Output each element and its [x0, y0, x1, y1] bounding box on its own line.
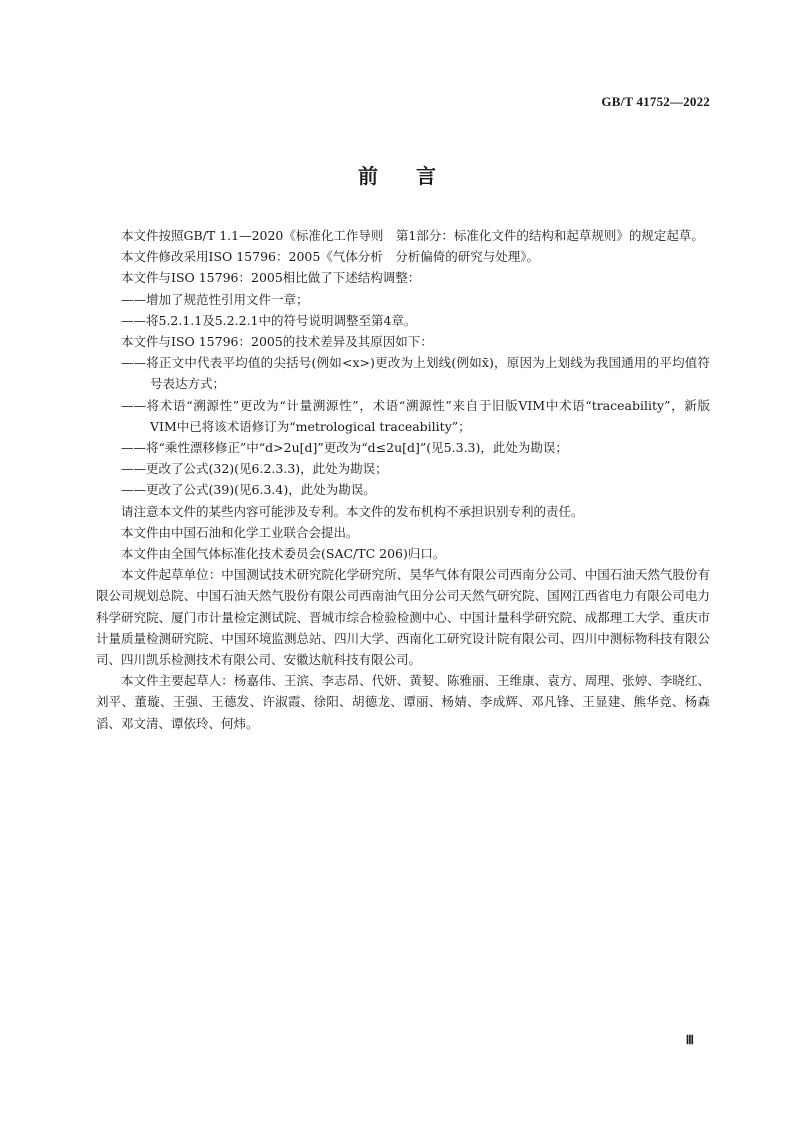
paragraph-drafters: 本文件主要起草人：杨嘉伟、王滨、李志昂、代妍、黄㛃、陈雅丽、王维康、袁方、周理、张婷、李晓红、刘平、董璇、王强、王德发、许淑霞、徐阳、胡德龙、谭丽、杨婧、李成辉、邓凡锋、王显建、熊华竞、杨森滔、邓文清、谭依玲、何炜。 — [96, 673, 710, 731]
paragraph-technical-differences: 本文件与ISO 15796：2005的技术差异及其原因如下： — [121, 334, 433, 350]
paragraph-drafting-rules: 本文件按照GB/T 1.1—2020《标准化工作导则 第1部分：标准化文件的结构和起草规则》的规定起草。 — [121, 228, 704, 243]
list-item: ——增加了规范性引用文件一章； — [121, 291, 309, 307]
list-item: ——将5.2.1.1及5.2.2.1中的符号说明调整至第4章。 — [121, 312, 417, 328]
list-item: ——更改了公式(39)(见6.3.4)，此处为勘误。 — [121, 482, 376, 498]
title-char-1: 前 — [358, 164, 378, 188]
list-item: ——将术语“溯源性”更改为“计量溯源性”，术语“溯源性”来自于旧版VIM中术语“traceability”，新版VIM中已将该术语修订为“metrological traceability”； — [121, 397, 710, 434]
paragraph-iso-adoption: 本文件修改采用ISO 15796：2005《气体分析 分析偏倚的研究与处理》。 — [121, 249, 540, 265]
page-title — [0, 160, 794, 189]
list-item: ——将“乘性漂移修正”中“d>2u[d]”更改为“d≤2u[d]”(见5.3.3)，此处为勘误； — [121, 440, 568, 456]
foreword-body — [96, 225, 710, 734]
standard-code: GB/T 41752—2022 — [601, 94, 710, 109]
paragraph-drafting-units: 本文件起草单位：中国测试技术研究院化学研究所、昊华气体有限公司西南分公司、中国石油天然气股份有限公司规划总院、中国石油天然气股份有限公司西南油气田分公司天然气研究院、国网江西省电力有限公司电力科学研究院、厦门市计量检定测试院、晋城市综合检验检测中心、中国计量科学研究院、成都理工大学、重庆市计量质量检测研究院、中国环境监测总站、四川大学、西南化工研究设计院有限公司、四川中测标物科技有限公司、四川凯乐检测技术有限公司、安徽达航科技有限公司。 — [96, 567, 710, 668]
paragraph-structural-changes: 本文件与ISO 15796：2005相比做了下述结构调整： — [121, 270, 421, 286]
paragraph-proposer: 本文件由中国石油和化学工业联合会提出。 — [121, 524, 359, 540]
title-char-2: 言 — [416, 164, 436, 188]
list-item: ——将正文中代表平均值的尖括号(例如<x>)更改为上划线(例如x̄)，原因为上划线为我国通用的平均值符号表达方式； — [121, 355, 710, 392]
list-item: ——更改了公式(32)(见6.2.3.3)，此处为勘误； — [121, 461, 388, 477]
page-number: Ⅲ — [685, 1033, 694, 1047]
paragraph-patent-notice: 请注意本文件的某些内容可能涉及专利。本文件的发布机构不承担识别专利的责任。 — [121, 503, 584, 519]
paragraph-committee: 本文件由全国气体标准化技术委员会(SAC/TC 206)归口。 — [121, 546, 446, 562]
